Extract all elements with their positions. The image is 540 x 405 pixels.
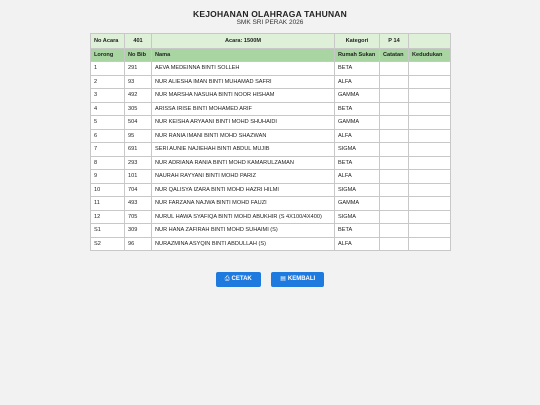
cell-kedudukan[interactable] [409,183,451,197]
startlist-table [90,33,451,251]
cell-lorong: 3 [91,89,125,103]
table-row [91,75,451,89]
column-header-rumah-sukan: Rumah Sukan [335,49,380,62]
column-header-lorong: Lorong [91,49,125,62]
cell-kedudukan[interactable] [409,62,451,76]
cell-nama: NURAZMINA ASYQIN BINTI ABDULLAH (S) [152,237,335,251]
cell-lorong: 11 [91,197,125,211]
table-row [91,62,451,76]
event-info-row [91,34,451,49]
cell-lorong: 8 [91,156,125,170]
cell-kedudukan[interactable] [409,210,451,224]
cell-rumah-sukan: GAMMA [335,116,380,130]
cell-rumah-sukan: ALFA [335,129,380,143]
column-header-catatan: Catatan [380,49,409,62]
cell-no-bib: 101 [125,170,152,184]
table-row [91,102,451,116]
cell-catatan[interactable] [380,237,409,251]
cell-no-bib: 293 [125,156,152,170]
cell-lorong: S2 [91,237,125,251]
cell-lorong: 2 [91,75,125,89]
action-bar [0,267,540,287]
cell-rumah-sukan: SIGMA [335,183,380,197]
cell-catatan[interactable] [380,170,409,184]
cell-catatan[interactable] [380,89,409,103]
cell-catatan[interactable] [380,210,409,224]
cell-no-bib: 492 [125,89,152,103]
cell-kedudukan[interactable] [409,170,451,184]
cell-no-bib: 691 [125,143,152,157]
cell-no-bib: 95 [125,129,152,143]
cell-kedudukan[interactable] [409,89,451,103]
back-button[interactable] [271,272,324,287]
cell-rumah-sukan: GAMMA [335,89,380,103]
cell-catatan[interactable] [380,183,409,197]
cell-nama: NUR FARZANA NAJWA BINTI MOHD FAUZI [152,197,335,211]
cell-nama: ARISSA IRISE BINTI MOHAMED ARIF [152,102,335,116]
cell-lorong: 5 [91,116,125,130]
cell-lorong: 9 [91,170,125,184]
list-icon: ▤ [280,276,286,282]
cell-kedudukan[interactable] [409,129,451,143]
cell-kedudukan[interactable] [409,224,451,238]
cell-nama: NUR ALIESHA IMAN BINTI MUHAMAD SAFRI [152,75,335,89]
cell-nama: NURUL HAWA SYAFIQA BINTI MOHD ABUKHIR (S 4X100/4X400) [152,210,335,224]
kategori-value: P 14 [380,34,409,49]
cell-catatan[interactable] [380,75,409,89]
table-row [91,210,451,224]
column-header-nama: Nama [152,49,335,62]
table-row [91,143,451,157]
table-row [91,183,451,197]
cell-rumah-sukan: BETA [335,102,380,116]
print-button[interactable] [216,272,261,287]
cell-rumah-sukan: ALFA [335,237,380,251]
column-header-row [91,49,451,62]
cell-nama: NUR HANA ZAFIRAH BINTI MOHD SUHAIMI (S) [152,224,335,238]
cell-catatan[interactable] [380,102,409,116]
cell-catatan[interactable] [380,156,409,170]
cell-nama: NUR KEISHA ARYAANI BINTI MOHD SHUHAIDI [152,116,335,130]
cell-no-bib: 305 [125,102,152,116]
cell-no-bib: 704 [125,183,152,197]
cell-nama: AEVA MEDEINNA BINTI SOLLEH [152,62,335,76]
table-body [91,62,451,251]
back-button-label: KEMBALI [287,276,316,282]
cell-catatan[interactable] [380,224,409,238]
table-row [91,170,451,184]
printer-icon: ⎙ [224,276,230,282]
cell-kedudukan[interactable] [409,75,451,89]
page-title: KEJOHANAN OLAHRAGA TAHUNAN [193,9,347,19]
cell-no-bib: 705 [125,210,152,224]
column-header-no-bib: No Bib [125,49,152,62]
table-row [91,116,451,130]
cell-nama: NUR MARSHA NASUHA BINTI NOOR HISHAM [152,89,335,103]
table-row [91,197,451,211]
page-subtitle: SMK SRI PERAK 2026 [236,19,304,26]
cell-lorong: 4 [91,102,125,116]
cell-catatan[interactable] [380,197,409,211]
cell-lorong: 7 [91,143,125,157]
cell-kedudukan[interactable] [409,116,451,130]
no-acara-label: No Acara [91,34,125,49]
cell-no-bib: 493 [125,197,152,211]
cell-lorong: 10 [91,183,125,197]
table-row [91,224,451,238]
print-button-label: CETAK [231,276,252,282]
cell-catatan[interactable] [380,62,409,76]
cell-kedudukan[interactable] [409,237,451,251]
cell-lorong: 12 [91,210,125,224]
cell-nama: NAURAH RAYYANI BINTI MOHD PARIZ [152,170,335,184]
cell-rumah-sukan: ALFA [335,170,380,184]
column-header-kedudukan: Kedudukan [409,49,451,62]
cell-kedudukan[interactable] [409,102,451,116]
table-row [91,129,451,143]
cell-nama: NUR QALISYA IZARA BINTI MOHD HAZRI HILMI [152,183,335,197]
cell-no-bib: 96 [125,237,152,251]
cell-no-bib: 291 [125,62,152,76]
cell-kedudukan[interactable] [409,156,451,170]
table-row [91,237,451,251]
table-row [91,89,451,103]
cell-no-bib: 504 [125,116,152,130]
cell-lorong: 1 [91,62,125,76]
cell-rumah-sukan: ALFA [335,75,380,89]
cell-rumah-sukan: BETA [335,156,380,170]
cell-no-bib: 309 [125,224,152,238]
cell-no-bib: 93 [125,75,152,89]
no-acara-value: 401 [125,34,152,49]
cell-nama: NUR ADRIANA RANIA BINTI MOHD KAMARULZAMAN [152,156,335,170]
cell-kedudukan[interactable] [409,197,451,211]
cell-catatan[interactable] [380,143,409,157]
cell-rumah-sukan: SIGMA [335,143,380,157]
cell-nama: NUR RANIA IMANI BINTI MOHD SHAZWAN [152,129,335,143]
cell-catatan[interactable] [380,116,409,130]
cell-nama: SERI AUNIE NAJIEHAH BINTI ABDUL MUJIB [152,143,335,157]
cell-rumah-sukan: GAMMA [335,197,380,211]
cell-catatan[interactable] [380,129,409,143]
cell-rumah-sukan: BETA [335,62,380,76]
table-row [91,156,451,170]
cell-rumah-sukan: SIGMA [335,210,380,224]
cell-kedudukan[interactable] [409,143,451,157]
cell-rumah-sukan: BETA [335,224,380,238]
meta-empty-cell [409,34,451,49]
acara-title: Acara: 1500M [152,34,335,49]
cell-lorong: 6 [91,129,125,143]
kategori-label: Kategori [335,34,380,49]
cell-lorong: S1 [91,224,125,238]
